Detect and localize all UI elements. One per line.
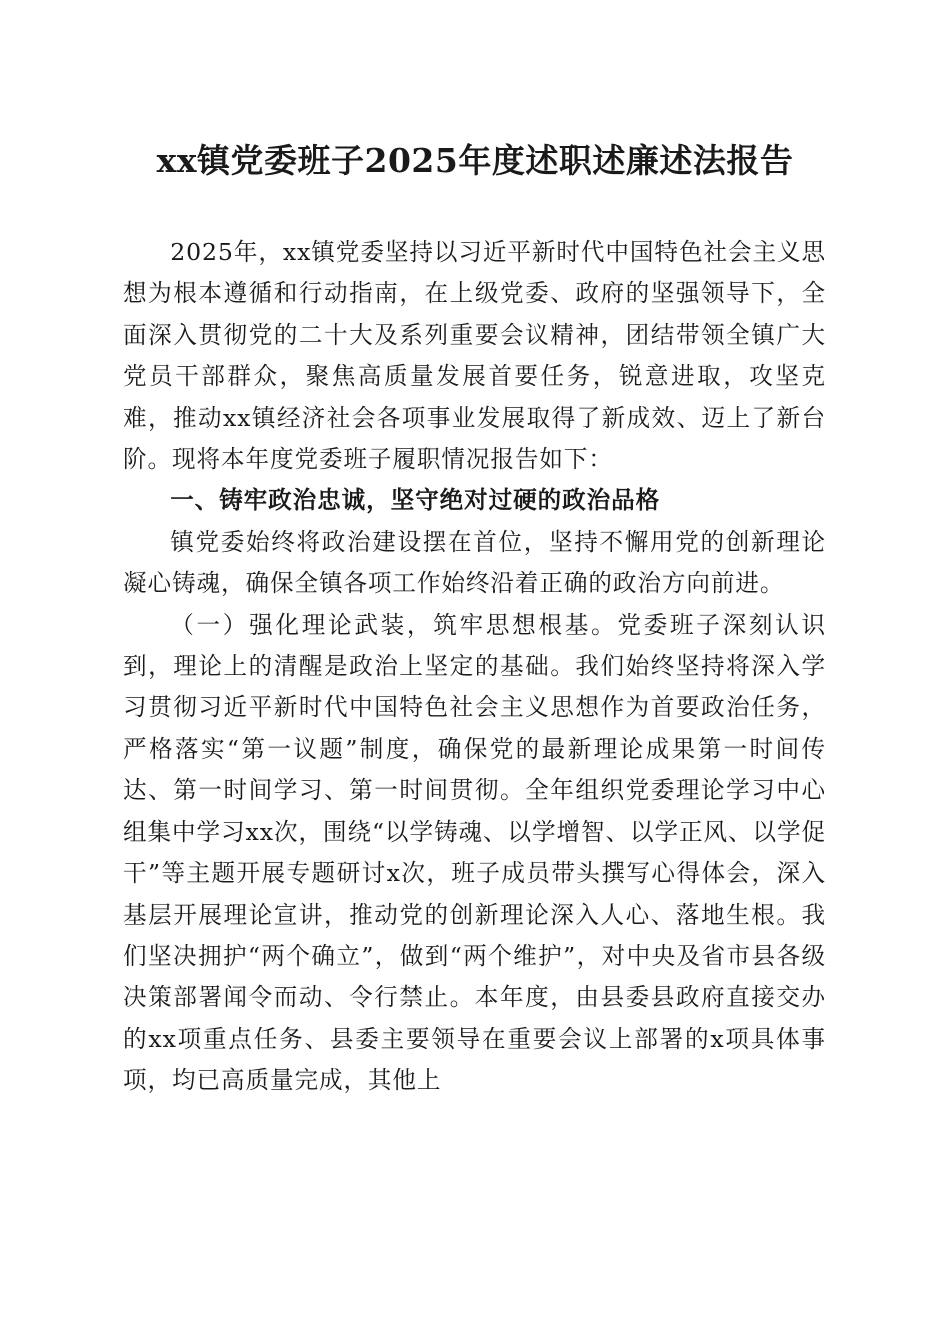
intro-paragraph: 2025年，xx镇党委坚持以习近平新时代中国特色社会主义思想为根本遵循和行动指南，在上级党委、政府的坚强领导下，全面深入贯彻党的二十大及系列重要会议精神，团结带领全镇广大党员干部群众，聚焦高质量发展首要任务，锐意进取，攻坚克难，推动xx镇经济社会各项事业发展取得了新成效、迈上了新台阶。现将本年度党委班子履职情况报告如下： [123,238,826,474]
section-1-lead-paragraph: 镇党委始终将政治建设摆在首位，坚持不懈用党的创新理论凝心铸魂，确保全镇各项工作始终沿着正确的政治方向前进。 [123,527,826,598]
document-body [123,232,826,1102]
section-1-sub-1-paragraph [123,605,826,1102]
section-1-heading: 一、铸牢政治忠诚，坚守绝对过硬的政治品格 [170,486,661,515]
document-title: xx镇党委班子2025年度述职述廉述法报告 [156,141,794,180]
section-1-sub-1-heading: （一）强化理论武装，筑牢思想根基。 [170,610,618,639]
section-1-sub-1-text: 党委班子深刻认识到，理论上的清醒是政治上坚定的基础。我们始终坚持将深入学习贯彻习近平新时代中国特色社会主义思想作为首要政治任务，严格落实“第一议题”制度，确保党的最新理论成果第一时间传达、第一时间学习、第一时间贯彻。全年组织党委理论学习中心组集中学习xx次，围绕“以学铸魂、以学增智、以学正风、以学促干”等主题开展专题研讨x次，班子成员带头撰写心得体会，深入基层开展理论宣讲，推动党的创新理论深入人心、落地生根。我们坚决拥护“两个确立”，做到“两个维护”，对中央及省市县各级决策部署闻令而动、令行禁止。本年度，由县委县政府直接交办的xx项重点任务、县委主要领导在重要会议上部署的x项具体事项，均已高质量完成，其他上 [123,610,826,1095]
